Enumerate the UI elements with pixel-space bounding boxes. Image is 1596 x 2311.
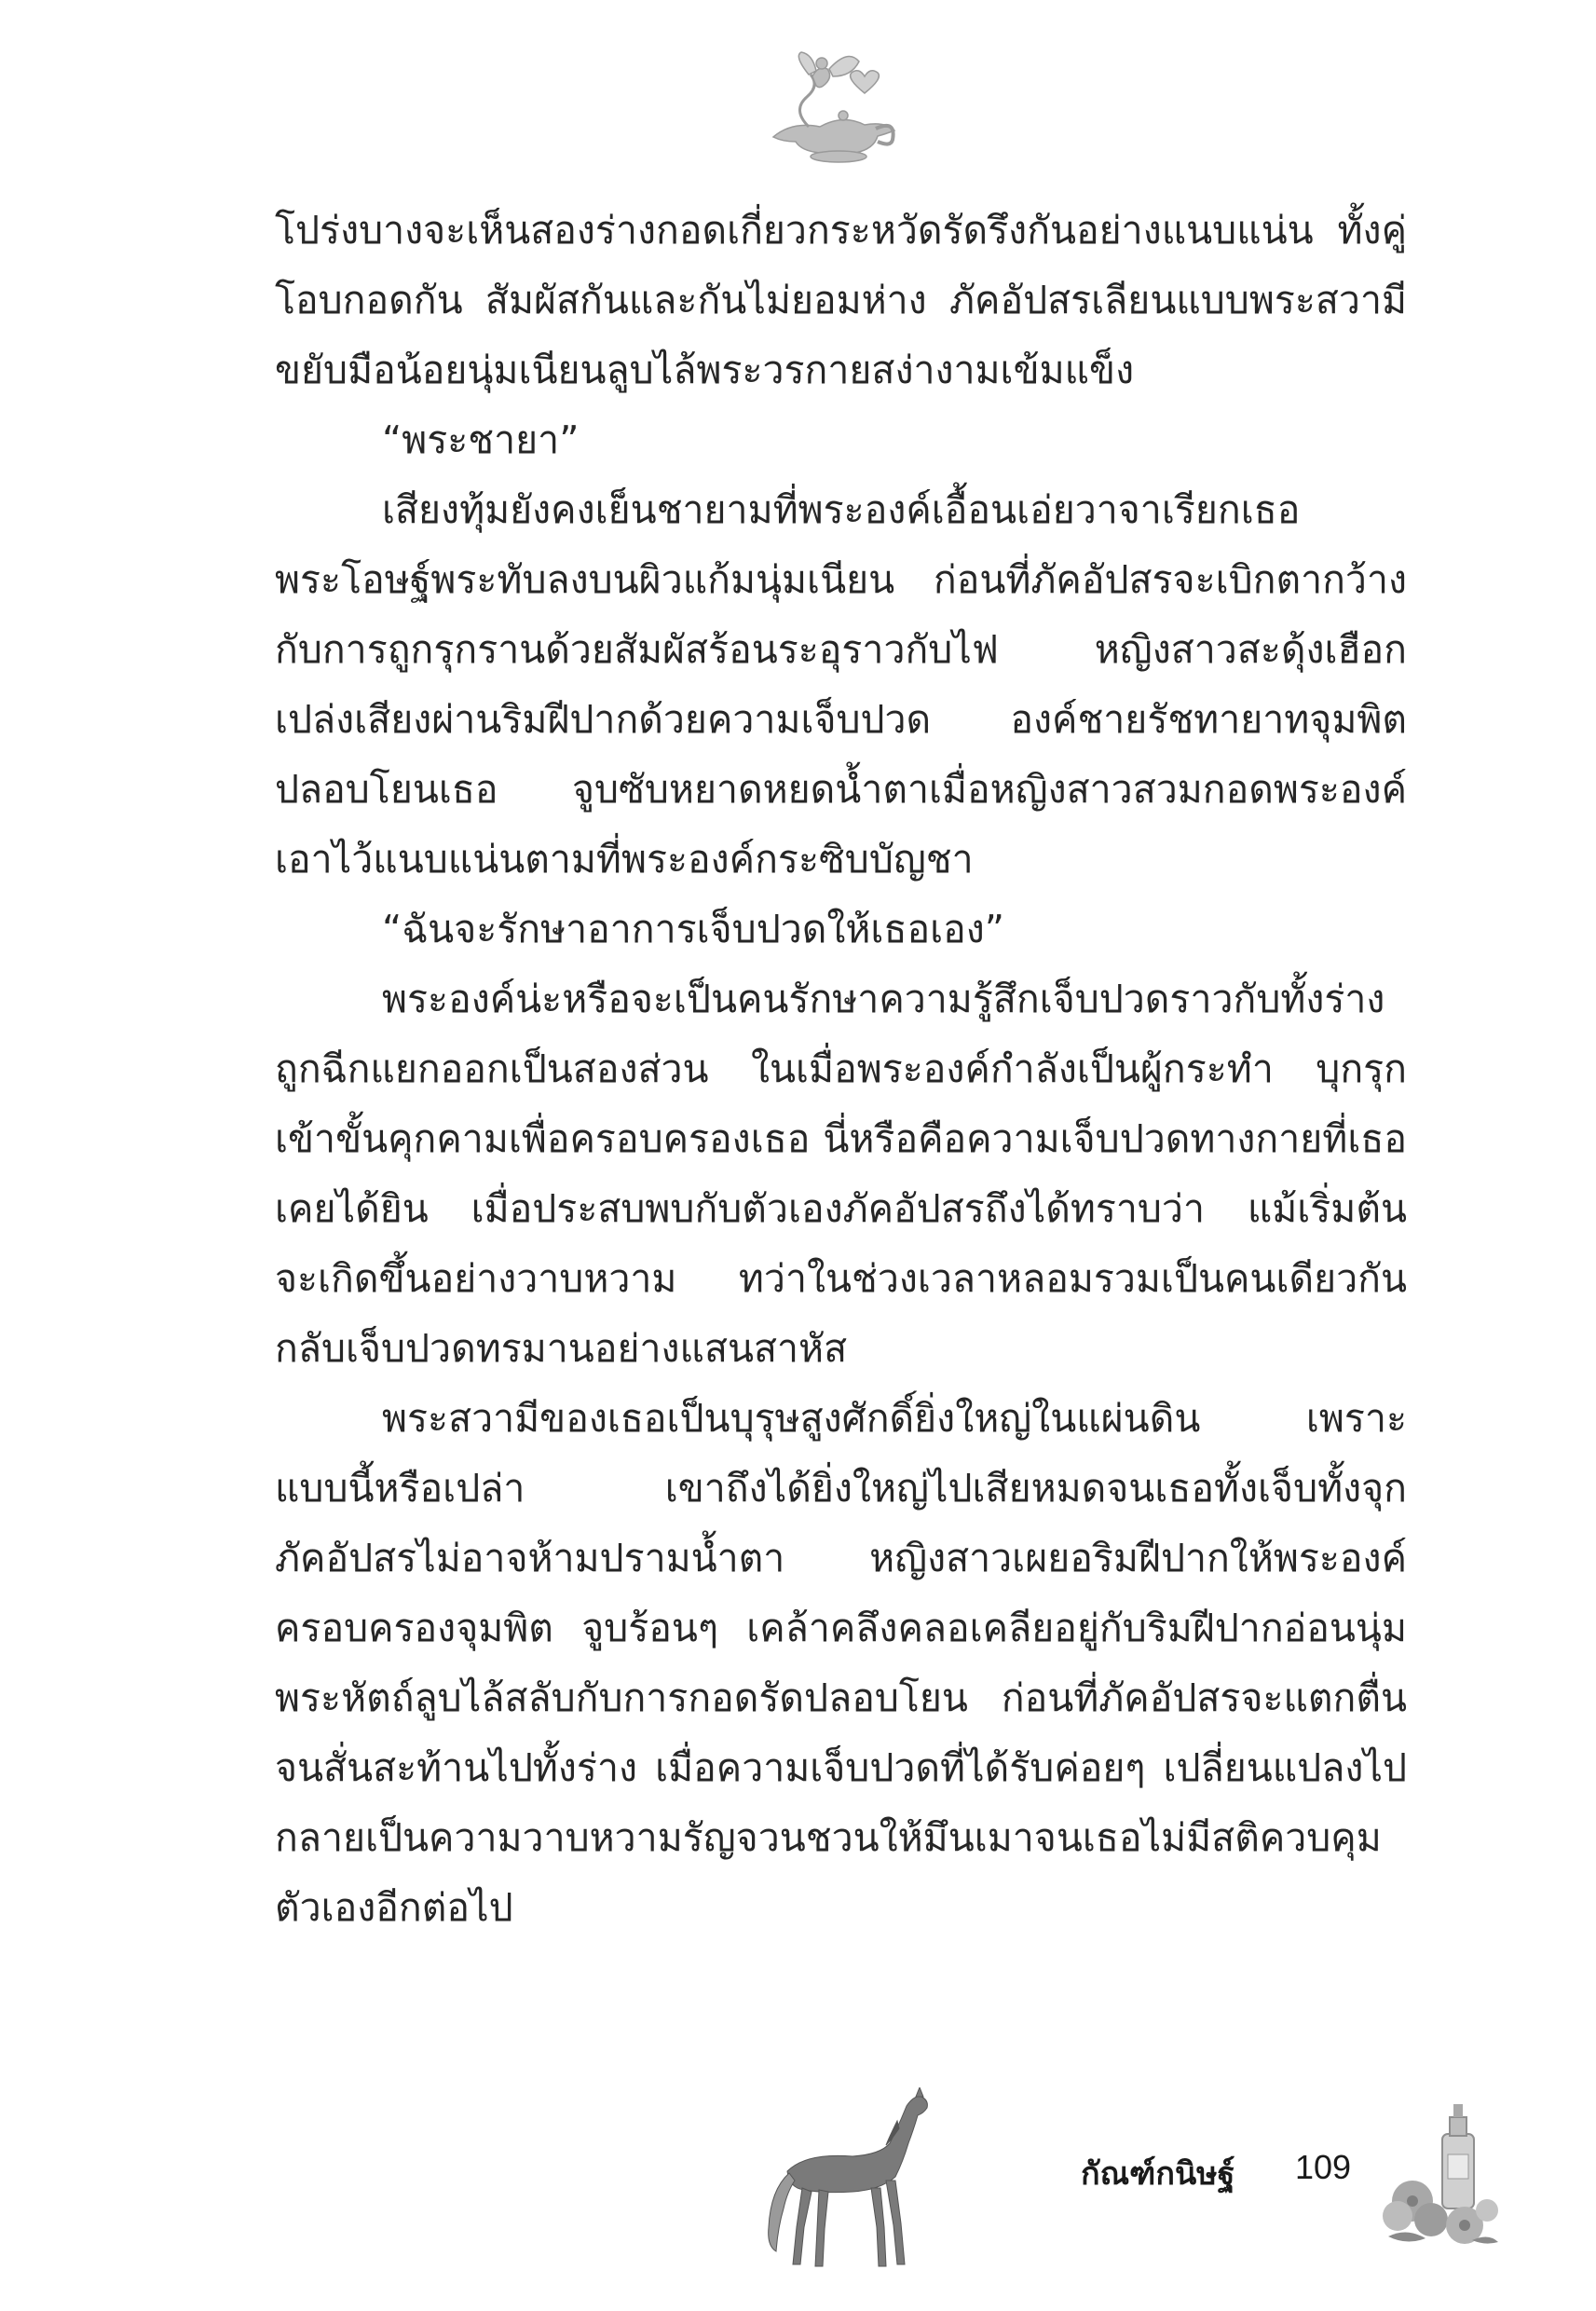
text-line: เอาไว้แนบแน่นตามที่พระองค์กระซิบบัญชา [275, 837, 974, 882]
text-line: พระโอษฐ์พระทับลงบนผิวแก้มนุ่มเนียน ก่อนที่ภัคอัปสรจะเบิกตากว้าง [275, 557, 1407, 602]
text-line: ตัวเองอีกต่อไป [275, 1885, 513, 1930]
horse-icon [750, 2087, 941, 2278]
text-line: เสียงทุ้มยังคงเย็นชายามที่พระองค์เอื้อนเอ่ยวาจาเรียกเธอ [382, 487, 1301, 532]
text-line: กลับเจ็บปวดทรมานอย่างแสนสาหัส [275, 1326, 848, 1371]
perfume-bottle-flowers-icon [1379, 2097, 1500, 2246]
text-line: “พระชายา” [382, 417, 580, 462]
text-line: พระสวามีของเธอเป็นบุรุษสูงศักดิ์ยิ่งใหญ่ในแผ่นดิน เพราะ [382, 1396, 1407, 1441]
text-line: โอบกอดกัน สัมผัสกันและกันไม่ยอมห่าง ภัคอัปสรเลียนแบบพระสวามี [275, 278, 1407, 322]
text-line: จะเกิดขึ้นอย่างวาบหวาม ทว่าในช่วงเวลาหลอมรวมเป็นคนเดียวกัน [275, 1256, 1407, 1301]
text-line: เคยได้ยิน เมื่อประสบพบกับตัวเองภัคอัปสรถึงได้ทราบว่า แม้เริ่มต้น [275, 1186, 1407, 1231]
text-line: “ฉันจะรักษาอาการเจ็บปวดให้เธอเอง” [382, 907, 1004, 951]
lamp-fairy-icon [755, 48, 904, 170]
text-line: กลายเป็นความวาบหวามรัญจวนชวนให้มึนเมาจนเธอไม่มีสติควบคุม [275, 1815, 1382, 1860]
text-line: เปล่งเสียงผ่านริมฝีปากด้วยความเจ็บปวด องค์ชายรัชทายาทจุมพิต [275, 697, 1407, 742]
text-line: พระองค์น่ะหรือจะเป็นคนรักษาความรู้สึกเจ็บปวดราวกับทั้งร่าง [382, 977, 1385, 1021]
text-line: ครอบครองจุมพิต จูบร้อนๆ เคล้าคลึงคลอเคลียอยู่กับริมฝีปากอ่อนนุ่ม [275, 1606, 1407, 1650]
text-line: ภัคอัปสรไม่อาจห้ามปรามน้ำตา หญิงสาวเผยอริมฝีปากให้พระองค์ [275, 1536, 1407, 1580]
text-line: แบบนี้หรือเปล่า เขาถึงได้ยิ่งใหญ่ไปเสียหมดจนเธอทั้งเจ็บทั้งจุก [275, 1466, 1407, 1511]
text-line: ถูกฉีกแยกออกเป็นสองส่วน ในเมื่อพระองค์กำลังเป็นผู้กระทำ บุกรุก [275, 1046, 1407, 1091]
text-line: ปลอบโยนเธอ จูบซับหยาดหยดน้ำตาเมื่อหญิงสาวสวมกอดพระองค์ [275, 767, 1407, 812]
text-line: โปร่งบางจะเห็นสองร่างกอดเกี่ยวกระหวัดรัดรึงกันอย่างแนบแน่น ทั้งคู่ [275, 208, 1407, 253]
text-line: ขยับมือน้อยนุ่มเนียนลูบไล้พระวรกายสง่างามเข้มแข็ง [275, 348, 1135, 392]
text-line: เข้าขั้นคุกคามเพื่อครอบครองเธอ นี่หรือคือความเจ็บปวดทางกายที่เธอ [275, 1116, 1407, 1161]
text-line: จนสั่นสะท้านไปทั้งร่าง เมื่อความเจ็บปวดที่ได้รับค่อยๆ เปลี่ยนแปลงไป [275, 1745, 1407, 1790]
body-text [275, 196, 1407, 1943]
text-line: กับการถูกรุกรานด้วยสัมผัสร้อนระอุราวกับไฟ หญิงสาวสะดุ้งเฮือก [275, 627, 1407, 672]
running-title: กัณฑ์กนิษฐ์ [1081, 2155, 1235, 2193]
text-line: พระหัตถ์ลูบไล้สลับกับการกอดรัดปลอบโยน ก่อนที่ภัคอัปสรจะแตกตื่น [275, 1675, 1407, 1720]
page-number: 109 [1295, 2148, 1352, 2186]
